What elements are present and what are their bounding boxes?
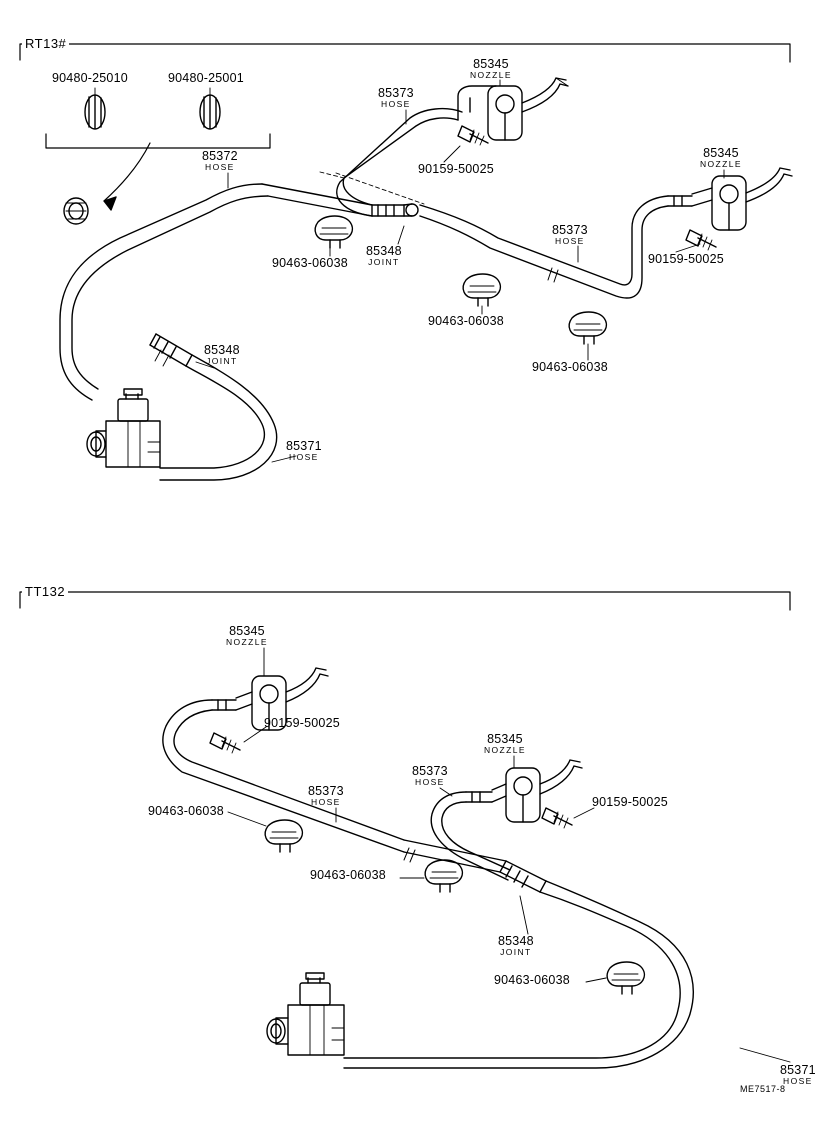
part-label-85345-upper: 85345 NOZZLE: [470, 57, 512, 80]
hose-85371-rt13: [160, 355, 277, 480]
dashed-leader-2: [336, 173, 424, 204]
grommet-90480-25010: [85, 95, 105, 129]
tt132-screw-upper: [210, 733, 240, 753]
nozzle-85345-right: [668, 168, 792, 230]
tt132-clamp-b: [425, 860, 462, 892]
group-tag-tt132: TT132: [22, 584, 68, 599]
tt132-joint-85348: [500, 861, 546, 892]
part-label-90463-06038-c: 90463-06038: [532, 360, 608, 374]
part-label-90480-25010: 90480-25010: [52, 71, 128, 85]
tt132-part-label-90463-06038-a: 90463-06038: [148, 804, 224, 818]
tt132-part-label-85345-upper: 85345 NOZZLE: [226, 624, 268, 647]
tt132-part-label-90159-50025-upper: 90159-50025: [264, 716, 340, 730]
part-label-90159-50025-upper: 90159-50025: [418, 162, 494, 176]
hose-85373-right: [420, 196, 668, 298]
part-label-90480-25001: 90480-25001: [168, 71, 244, 85]
screw-90159-50025-upper: [458, 126, 488, 145]
tt132-part-label-85371: 85371 HOSE: [780, 1063, 816, 1086]
clamp-90463-06038-c: [569, 312, 606, 344]
tt132-part-label-85373-right: 85373 HOSE: [412, 764, 448, 787]
part-label-85371: 85371 HOSE: [286, 439, 322, 462]
tt132-part-label-85345-right: 85345 NOZZLE: [484, 732, 526, 755]
tt132-part-label-85348: 85348 JOINT: [498, 934, 534, 957]
part-label-85348-upper: 85348 JOINT: [366, 244, 402, 267]
tt132-part-label-90463-06038-c: 90463-06038: [494, 973, 570, 987]
part-label-90463-06038-a: 90463-06038: [272, 256, 348, 270]
part-label-90159-50025-right: 90159-50025: [648, 252, 724, 266]
joint-85348-upper: [372, 204, 418, 216]
tt132-hose-85373-right: [431, 792, 510, 880]
grommet-detail-left: [64, 198, 88, 224]
grommet-90480-25001: [200, 95, 220, 129]
leader-lines-rt13: [95, 80, 724, 462]
tt132-part-label-90159-50025-right: 90159-50025: [592, 795, 668, 809]
tt132-nozzle-right: [466, 760, 582, 822]
part-label-85373-right: 85373 HOSE: [552, 223, 588, 246]
washer-pump-tt132: [267, 973, 344, 1055]
clamp-90463-06038-b: [463, 274, 500, 306]
tt132-part-label-85373-left: 85373 HOSE: [308, 784, 344, 807]
grommet-bracket: [46, 134, 270, 148]
tt132-hose-mid: [404, 840, 506, 872]
leader-lines-tt132: [228, 648, 790, 1062]
sheet-code: ME7517-8: [740, 1084, 786, 1094]
part-label-85345-right: 85345 NOZZLE: [700, 146, 742, 169]
washer-pump-rt13: [87, 389, 160, 467]
dashed-leader: [320, 172, 344, 178]
hose-85372: [60, 184, 268, 400]
tt132-clamp-a: [265, 820, 302, 852]
joint-85348-lower: [150, 334, 192, 366]
tt132-hose-seam: [404, 848, 415, 862]
frame-tt132: [20, 592, 790, 610]
tt132-part-label-90463-06038-b: 90463-06038: [310, 868, 386, 882]
part-label-85348-lower: 85348 JOINT: [204, 343, 240, 366]
part-label-85372: 85372 HOSE: [202, 149, 238, 172]
arrow-curve: [104, 143, 150, 201]
group-tag-rt13: RT13#: [22, 36, 69, 51]
part-label-90463-06038-b: 90463-06038: [428, 314, 504, 328]
tt132-screw-right: [542, 808, 572, 828]
clamp-90463-06038-a: [315, 216, 352, 248]
frame-rt13: [20, 38, 790, 62]
part-label-85373-upper: 85373 HOSE: [378, 86, 414, 109]
tt132-clamp-c: [607, 962, 644, 994]
nozzle-85345-upper-left: [458, 78, 568, 140]
hose-85372-upper-a: [262, 184, 372, 205]
